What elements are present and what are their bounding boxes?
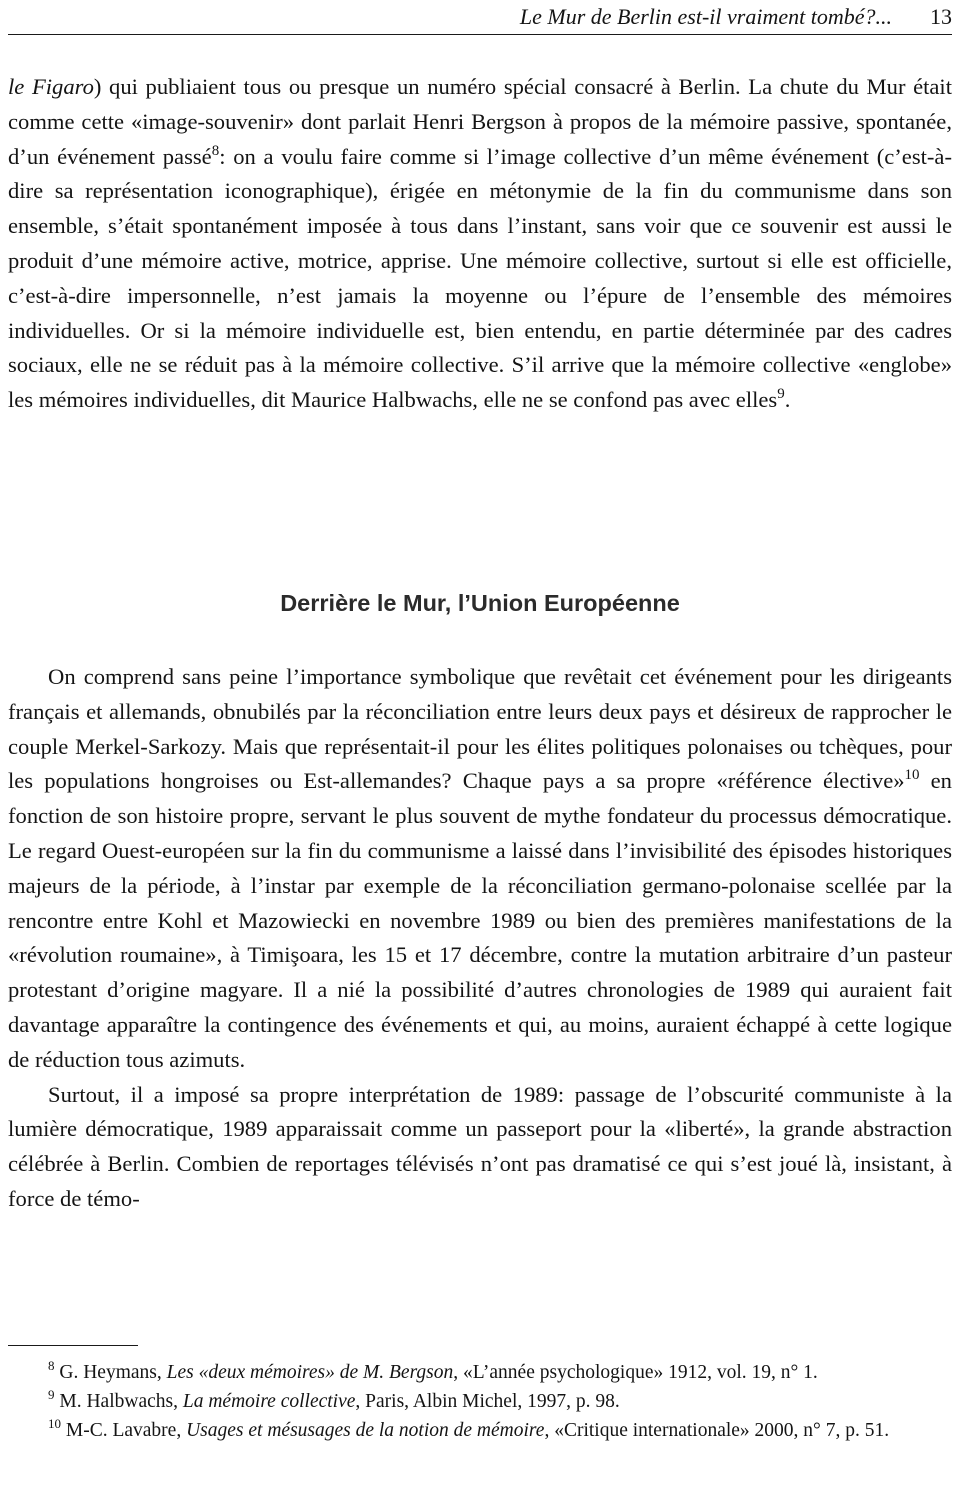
footnote-number: 9: [48, 1387, 55, 1403]
footnote-9: [8, 1387, 952, 1416]
footnote-title: Usages et mésusages de la notion de mémoire: [186, 1420, 545, 1442]
intro-text-2: : on a voulu faire comme si l’image collective d’un même événement (c’est-à-dire sa représentation iconographique), érigée en métonymie de la fin du communisme dans son ensemble, s’était spontanément imposée à tous dans l’instant, sans voir que ce souvenir est aussi le produit d’une mémoire active, motrice, apprise. Une mémoire collective, surtout si elle est officielle, c’est-à-dire impersonnelle, n’est jamais la moyenne ou l’épure de l’ensemble des mémoires individuelles. Or si la mémoire individuelle est, bien entendu, en partie déterminée par des cadres sociaux, elle ne se réduit pas à la mémoire collective. S’il arrive que la mémoire collective «englobe» les mémoires individuelles, dit Maurice Halbwachs, elle ne se confond pas avec elles: [8, 143, 952, 413]
footnote-number: 8: [48, 1358, 55, 1373]
section-paragraph-2: Surtout, il a imposé sa propre interprétation de 1989: passage de l’obscurité communiste à la lumière démocratique, 1989 apparaissait comme un passeport pour la «liberté», la grande abstraction célébrée à Berlin. Combien de reportages télévisés n’ont pas dramatisé ce qui s’est joué là, insistant, à force de témo-: [8, 1081, 952, 1211]
section-p1-text-a: On comprend sans peine l’importance symbolique que revêtait cet événement pour les dirigeants français et allemands, obnubilés par la réconciliation entre leurs deux pays et désireux de rapprocher le couple Merkel-Sarkozy. Mais que représentait-il pour les élites politiques polonaises ou tchèques, pour les populations hongroises ou Est-allemandes? Chaque pays a sa propre «référence élective»: [8, 664, 952, 794]
section-heading: Derrière le Mur, l’Union Européenne: [280, 590, 680, 616]
section-p1-text-b: en fonction de son histoire propre, servant le plus souvent de mythe fondateur du processus démocratique. Le regard Ouest-européen sur la fin du communisme a laissé dans l’invisibilité des épisodes historiques majeurs de la période, à l’instar par exemple de la réconciliation germano-polonaise scellée par la rencontre entre Kohl et Mazowiecki en novembre 1989 ou bien des premières manifestations de la «révolution roumaine», à Timişoara, les 15 et 17 décembre, contre la mutation arbitraire d’un pasteur protestant d’origine magyare. Il a nié la possibilité d’autres chronologies de 1989 qui auraient fait davantage apparaître la contingence des événements et qui, au moins, auraient échappé à cette logique de réduction tous azimuts.: [8, 768, 952, 1072]
footnote-text: M-C. Lavabre,: [61, 1420, 187, 1442]
running-title: Le Mur de Berlin est-il vraiment tombé?...: [519, 4, 892, 29]
footnote-ref-8: 8: [211, 142, 220, 159]
footnote-text: , Paris, Albin Michel, 1997, p. 98.: [355, 1391, 620, 1413]
footnote-text: , «Critique internationale» 2000, n° 7, p. 51.: [544, 1420, 890, 1442]
footnote-text: , «L’année psychologique» 1912, vol. 19, n° 1.: [453, 1362, 818, 1383]
intro-paragraph: [8, 70, 952, 418]
page-number: 13: [930, 4, 952, 29]
intro-text-1: ) qui publiaient tous ou presque un numéro spécial consacré à Berlin. La chute du Mur était comme cette «image-souvenir» dont parlait Henri Bergson à propos de la mémoire passive, spontanée, d’un événement passé: [8, 74, 952, 169]
footnote-ref-10: 10: [904, 767, 920, 784]
section-paragraph-1: [8, 660, 952, 1078]
section-body: [8, 660, 952, 1217]
footnote-number: 10: [48, 1416, 61, 1432]
intro-text-3: .: [784, 387, 791, 413]
header-rule: [8, 34, 952, 35]
footnote-title: La mémoire collective: [182, 1391, 356, 1413]
footnote-text: M. Halbwachs,: [54, 1391, 183, 1413]
footnote-ref-9: 9: [777, 386, 785, 403]
footnote-10: [8, 1416, 952, 1445]
footnote-8: [8, 1358, 952, 1387]
journal-name: le Figaro: [8, 74, 94, 99]
footnote-rule: [8, 1345, 138, 1346]
footnote-title: Les «deux mémoires» de M. Bergson: [166, 1362, 454, 1383]
page-header: [8, 2, 952, 32]
footnotes: [8, 1358, 952, 1446]
footnote-text: G. Heymans,: [54, 1362, 167, 1383]
